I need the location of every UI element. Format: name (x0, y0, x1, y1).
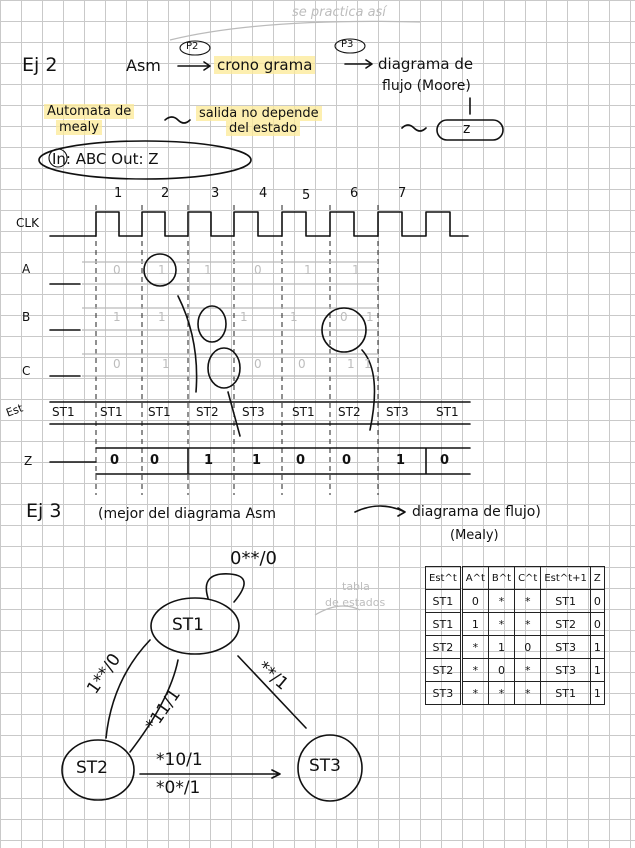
edge-label-st2-st3-a: *10/1 (156, 750, 203, 770)
ej3-title: Ej 3 (26, 500, 62, 522)
c-bus (82, 354, 378, 376)
p3-label: P3 (341, 39, 354, 50)
table-cell: * (488, 682, 514, 705)
c-value: 0 (254, 357, 262, 371)
a-bus (82, 262, 378, 284)
table-cell: * (515, 590, 541, 613)
table-cell: 0 (590, 613, 604, 636)
ej3-target: diagrama de flujo) (412, 504, 541, 520)
table-cell: ST2 (426, 636, 462, 659)
edge-label-st1-st2: 1**/0 (83, 650, 126, 698)
a-value: 0 (254, 263, 262, 277)
table-cell: * (461, 682, 488, 705)
automata-line1: Automata de (44, 104, 134, 119)
header-cell: Est^t+1 (541, 567, 591, 590)
b-value: 1 (366, 310, 374, 324)
b-value: 1 (113, 310, 121, 324)
ej3-arrow (355, 506, 405, 516)
z-value: 0 (440, 453, 450, 468)
table-cell: 1 (590, 659, 604, 682)
a-value: 1 (352, 263, 360, 277)
clk-number: 5 (302, 188, 311, 203)
table-cell: * (461, 636, 488, 659)
arrow-crono-diagrama (345, 60, 372, 68)
diagrama-line2: flujo (Moore) (382, 78, 471, 94)
table-cell: 1 (590, 682, 604, 705)
edge-label-st2-st3-b: *0*/1 (156, 778, 201, 798)
clk-number: 2 (161, 186, 170, 201)
table-row (426, 636, 605, 659)
c-label: C (22, 364, 31, 378)
z-value: 0 (342, 453, 352, 468)
clk-number: 3 (211, 186, 220, 201)
top-note-arrow (170, 21, 420, 40)
state-table-header (426, 567, 605, 590)
salida-line1: salida no depende (196, 106, 322, 121)
edge-label-self: 0**/0 (230, 548, 277, 569)
self-loop-st1 (206, 574, 244, 602)
arrow-asm-crono (178, 62, 210, 70)
a-value: 1 (158, 263, 166, 277)
table-row (426, 659, 605, 682)
ej2-title: Ej 2 (22, 54, 58, 76)
state-cell: ST2 (338, 405, 361, 419)
doodle-circle-2 (198, 306, 226, 342)
a-label: A (22, 262, 31, 276)
inout-text: In: ABC Out: Z (52, 150, 159, 168)
state-st2: ST2 (76, 758, 108, 778)
z-value: 0 (110, 453, 120, 468)
asm-label: Asm (126, 56, 161, 75)
c-value: 1 (162, 357, 170, 371)
b-value: 1 (158, 310, 166, 324)
squiggle-arrow-2 (402, 125, 426, 131)
table-cell: ST2 (541, 613, 591, 636)
salida-line2: del estado (226, 121, 300, 136)
c-value: 1 (364, 357, 372, 371)
edge-label-st2-st1: *11/1 (141, 685, 185, 735)
state-cell: ST2 (196, 405, 219, 419)
b-value: 0 (340, 310, 348, 324)
crono-label: crono grama (214, 56, 315, 74)
table-cell: ST1 (541, 682, 591, 705)
table-cell: 1 (590, 636, 604, 659)
edge-st2-st3 (140, 770, 280, 778)
z-value: 1 (252, 453, 262, 468)
clk-number: 6 (350, 186, 359, 201)
doodle-arrow-1 (178, 296, 197, 392)
z-box: z (463, 121, 471, 137)
table-cell: ST3 (541, 636, 591, 659)
table-cell: ST1 (426, 590, 462, 613)
table-cell: * (515, 613, 541, 636)
table-cell: * (515, 682, 541, 705)
z-label: Z (24, 454, 33, 468)
edge-label-st3-st1: **/1 (253, 657, 293, 695)
table-cell: ST2 (426, 659, 462, 682)
table-cell: * (515, 659, 541, 682)
z-value: 0 (150, 453, 160, 468)
clk-number: 4 (259, 186, 268, 201)
ej3-target2: (Mealy) (450, 528, 499, 543)
table-row (426, 613, 605, 636)
state-cell: ST1 (52, 405, 75, 419)
table-cell: ST3 (426, 682, 462, 705)
table-cell: 0 (590, 590, 604, 613)
state-st1: ST1 (172, 615, 204, 635)
tabla-note-1: tabla (342, 580, 370, 593)
table-cell: * (488, 590, 514, 613)
table-cell: * (461, 659, 488, 682)
state-cell: ST1 (100, 405, 123, 419)
state-cell: ST3 (386, 405, 409, 419)
header-cell: Z (590, 567, 604, 590)
z-value: 1 (204, 453, 214, 468)
state-cell: ST1 (436, 405, 459, 419)
table-cell: 1 (488, 636, 514, 659)
a-value: 0 (113, 263, 121, 277)
state-cell: ST1 (292, 405, 315, 419)
table-cell: 0 (488, 659, 514, 682)
state-table (425, 566, 605, 705)
clk-waveform (50, 212, 468, 236)
header-cell: A^t (461, 567, 488, 590)
clk-number: 7 (398, 186, 407, 201)
a-value: 1 (204, 263, 212, 277)
table-row (426, 682, 605, 705)
state-cell: ST3 (242, 405, 265, 419)
b-value: 1 (290, 310, 298, 324)
z-value: 1 (396, 453, 406, 468)
table-cell: ST3 (541, 659, 591, 682)
table-cell: 1 (461, 613, 488, 636)
header-cell: B^t (488, 567, 514, 590)
table-cell: 0 (461, 590, 488, 613)
table-cell: ST1 (541, 590, 591, 613)
est-label: Est (4, 401, 25, 420)
table-cell: ST1 (426, 613, 462, 636)
ej3-desc: (mejor del diagrama Asm (98, 506, 276, 522)
tabla-note-2: de estados (325, 596, 386, 609)
c-value: 1 (347, 357, 355, 371)
header-cell: Est^t (426, 567, 462, 590)
c-value: 0 (298, 357, 306, 371)
b-value: 1 (240, 310, 248, 324)
diagrama-line1: diagrama de (378, 55, 474, 73)
table-cell: * (488, 613, 514, 636)
table-cell: 0 (515, 636, 541, 659)
state-st3: ST3 (309, 756, 341, 776)
z-value: 0 (296, 453, 306, 468)
c-value: 0 (113, 357, 121, 371)
p2-label: P2 (186, 41, 199, 52)
squiggle-arrow-1 (165, 117, 190, 123)
automata-line2: mealy (56, 120, 102, 135)
clk-number: 1 (114, 186, 123, 201)
b-label: B (22, 310, 31, 324)
table-row (426, 590, 605, 613)
header-cell: C^t (515, 567, 541, 590)
state-cell: ST1 (148, 405, 171, 419)
clk-label: CLK (16, 216, 39, 230)
top-note: se practica así (292, 5, 386, 20)
a-value: 1 (304, 263, 312, 277)
